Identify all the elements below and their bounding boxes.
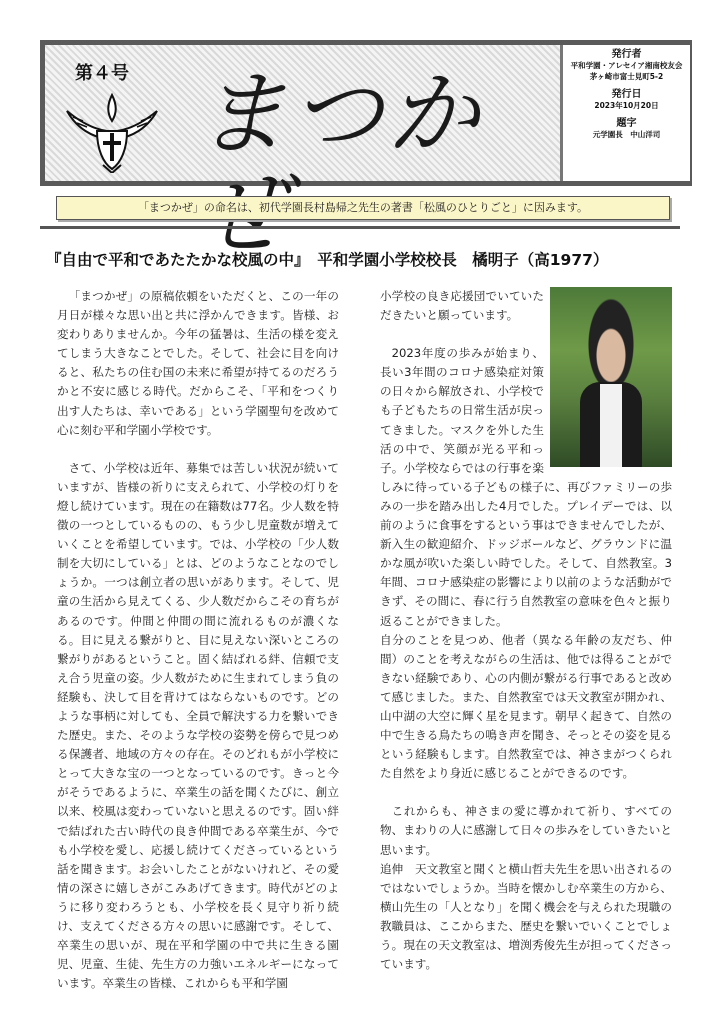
publication-info: [560, 45, 690, 181]
publisher-name: 平和学園・アレセイア湘南校友会: [570, 61, 683, 70]
publisher-address: 茅ヶ崎市富士見町5-2: [589, 72, 664, 81]
date-label: 発行日: [611, 89, 642, 100]
paragraph: 小学校の良き応援団でいていただきたいと願っています。: [380, 289, 544, 323]
article-title: 『自由で平和であたたかな校風の中』 平和学園小学校校長 橘明子（高1977）: [46, 251, 609, 269]
paragraph: 追伸 天文教室と聞くと横山哲夫先生を思い出されるのではないでしょうか。当時を懐かしむ卒業生の方から、横山先生の「人となり」を聞く機会を与えられた現職の教職員は、ここからまた、歴史を繋いでいくことでしょう。現在の天文教室は、増渕秀俊先生が担ってくださっています。: [380, 861, 672, 972]
paragraph: 「まつかぜ」の原稿依頼をいただくと、この一年の月日が様々な思い出と共に浮かんできます。皆様、お変わりありませんか。今年の猛暑は、生活の様を変えてしまう大きなことでした。そして、社会に目を向けると、私たちの住む国の未来に希望が持てるのだろうかと不安に感じる時代。だからこそ、「平和をつくり出す人たちは、幸いである」という学園聖句を改めて心に刻む平和学園小学校です。: [57, 289, 339, 437]
paragraph: さて、小学校は近年、募集では苦しい状況が続いていますが、皆様の祈りに支えられて、小学校の灯りを燈し続けています。現在の在籍数は77名。少人数を特徴の一つとしているものの、もう少し児童数が増えていくことを希望しています。では、小学校の「少人数制を大切にしている」とは、どのようなことなのでしょうか。一つは創立者の思いがあります。そして、児童の生活から見えてくる、少人数だからこその育ちがあるのです。仲間と仲間の間に流れるものが濃くなる。目に見える繋がりと、目に見えない深いところの繋がりがあるということ。固く結ばれる絆、信頼で支え合う児童の姿。少人数がために生まれてしまう負の経験も、決して目を背けてはならないものです。どのような事柄に対しても、全員で解決する力を繋いできた歴史。また、そのような学校の姿勢を傍らで見つめる保護者、地域の方々の存在。そのどれもが小学校にとって大きな宝の一つとなっているのです。きっと今がそうであるように、卒業生の話を聞くたびに、創立以来、校風は変わっていないと思えるのです。固い絆で結ばれた古い時代の良き仲間である卒業生が、今でも小学校を愛し、応援し続けてくださっているという話を聞きます。お会いしたことがないけれど、その愛情の深さに嬉しさがこみあげてきます。時代がどのように移り変わろうとも、小学校を長く見守り祈り続け、支えてくださる方々の思いに感謝です。そして、卒業生の思いが、現在平和学園の中で共に生きる園児、児童、生徒、先生方の力強いエネルギーになっています。卒業生の皆様、これからも平和学園: [57, 460, 339, 991]
article-column-left: [57, 287, 339, 993]
calligraphy-credit: 元学園長 中山洋司: [592, 130, 661, 139]
newsletter-title: まつか: [195, 61, 484, 168]
paragraph: 2023年度の歩みが始まり、長い3年間のコロナ感染症対策の日々から解放され、小学校でも子どもたちの日常生活が戻ってきました。マスクを外した生活の中で、笑顔が光る平和っ子。小学校ならではの行事を楽しみに待っている子どもの様子に、再びファミリーの歩みの一歩を踏み出した4月でした。プレイデーでは、以前のように食事をするという事はできませんでしたが、新入生の歓迎紹介、ドッジボールなど、グラウンドに温かな風が吹いた楽しい時でした。そして、自然教室。3年間、コロナ感染症の影響により以前のような活動ができず、その間に、春に行う自然教室の意味を色々と振り返ることができました。: [380, 346, 672, 628]
principal-photo: [550, 287, 672, 467]
calligraphy-label: 題字: [616, 118, 637, 129]
article-column-right: [380, 287, 672, 974]
name-origin-note: 「まつかぜ」の命名は、初代学園長村島帰之先生の著書「松風のひとりごと」に因みます。: [56, 196, 670, 220]
paragraph: これからも、神さまの愛に導かれて祈り、すべての物、まわりの人に感謝して日々の歩みをしていきたいと思います。: [380, 804, 672, 857]
paragraph: 自分のことを見つめ、他者（異なる年齢の友だち、仲間）のことを考えながらの生活は、他では得ることができない経験であり、心の内側が繋がる行事であると改めて感じました。また、自然教室では天文教室が開かれ、山中湖の大空に輝く星を見ます。朝早く起きて、自然の中で生きる鳥たちの鳴き声を聞き、そっとその姿を見るという経験もします。自然教室では、神さまがつくられた自然をより身近に感じることができるのです。: [380, 632, 672, 781]
issue-date: 2023年10月20日: [594, 101, 659, 110]
masthead-title-area: [45, 45, 565, 181]
masthead-panel: [45, 45, 687, 181]
issue-number: 第４号: [75, 63, 129, 84]
masthead: [40, 40, 692, 186]
publisher-label: 発行者: [611, 49, 642, 60]
dove-cross-logo: [63, 91, 161, 173]
photo-shirt: [600, 384, 622, 467]
divider: [40, 226, 680, 229]
